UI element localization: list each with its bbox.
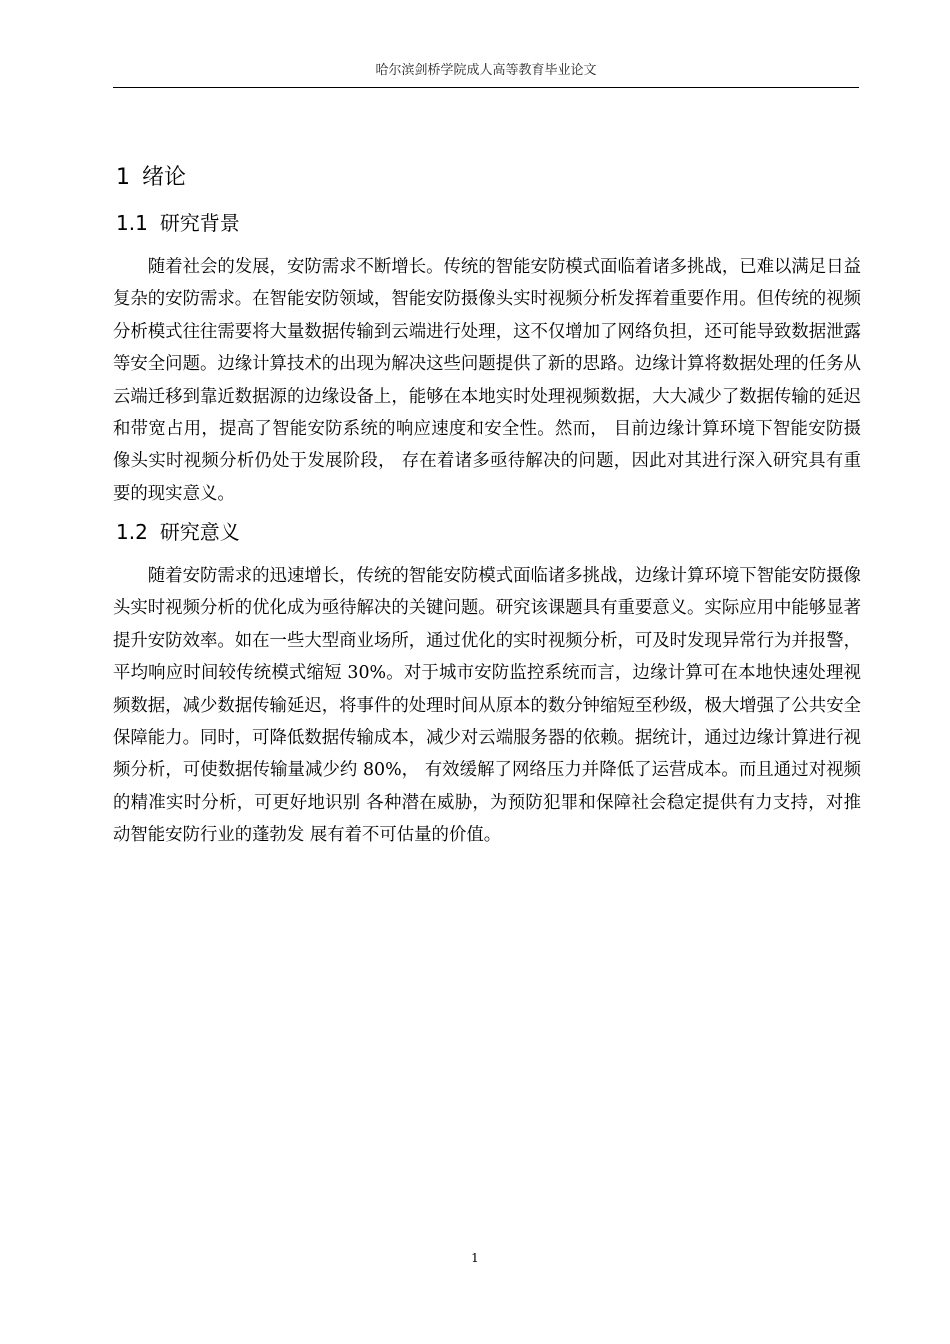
paragraph-background: 随着社会的发展，安防需求不断增长。传统的智能安防模式面临着诸多挑战，已难以满足日益复杂的安防需求。在智能安防领域，智能安防摄像头实时视频分析发挥着重要作用。但传统的视频分析模式往往需要将大量数据传输到云端进行处理，这不仅增加了网络负担，还可能导致数据泄露等安全问题。边缘计算技术的出现为解决这些问题提供了新的思路。边缘计算将数据处理的任务从云端迁移到靠近数据源的边缘设备上，能够在本地实时处理视频数据，大大减少了数据传输的延迟和带宽占用，提高了智能安防系统的响应速度和安全性。然而， 目前边缘计算环境下智能安防摄像头实时视频分析仍处于发展阶段， 存在着诸多亟待解决的问题，因此对其进行深入研究具有重要的现实意义。 [113,257,861,504]
paragraph-significance: 随着安防需求的迅速增长，传统的智能安防模式面临诸多挑战，边缘计算环境下智能安防摄像头实时视频分析的优化成为亟待解决的关键问题。研究该课题具有重要意义。实际应用中能够显著提升安防效率。如在一些大型商业场所，通过优化的实时视频分析，可及时发现异常行为并报警，平均响应时间较传统模式缩短 30%。对于城市安防监控系统而言，边缘计算可在本地快速处理视频数据，减少数据传输延迟，将事件的处理时间从原本的数分钟缩短至秒级，极大增强了公共安全保障能力。同时，可降低数据传输成本，减少对云端服务器的依赖。据统计，通过边缘计算进行视频分析，可使数据传输量减少约 80%， 有效缓解了网络压力并降低了运营成本。而且通过对视频的精准实时分析，可更好地识别 各种潜在威胁，为预防犯罪和保障社会稳定提供有力支持，对推动智能安防行业的蓬勃发 展有着不可估量的价值。 [113,566,861,846]
page-number: 1 [471,1251,479,1265]
section-heading-significance [116,518,240,546]
section-heading-background [116,209,240,237]
section-number: 1.1 [116,211,148,235]
chapter-heading [116,163,186,193]
chapter-title: 绪论 [142,165,187,190]
section-title: 研究意义 [159,520,240,544]
chapter-number: 1 [116,165,130,190]
section-title: 研究背景 [159,211,240,235]
running-header: 哈尔滨剑桥学院成人高等教育毕业论文 [375,63,597,78]
section-number: 1.2 [116,520,148,544]
header-divider [113,87,859,88]
